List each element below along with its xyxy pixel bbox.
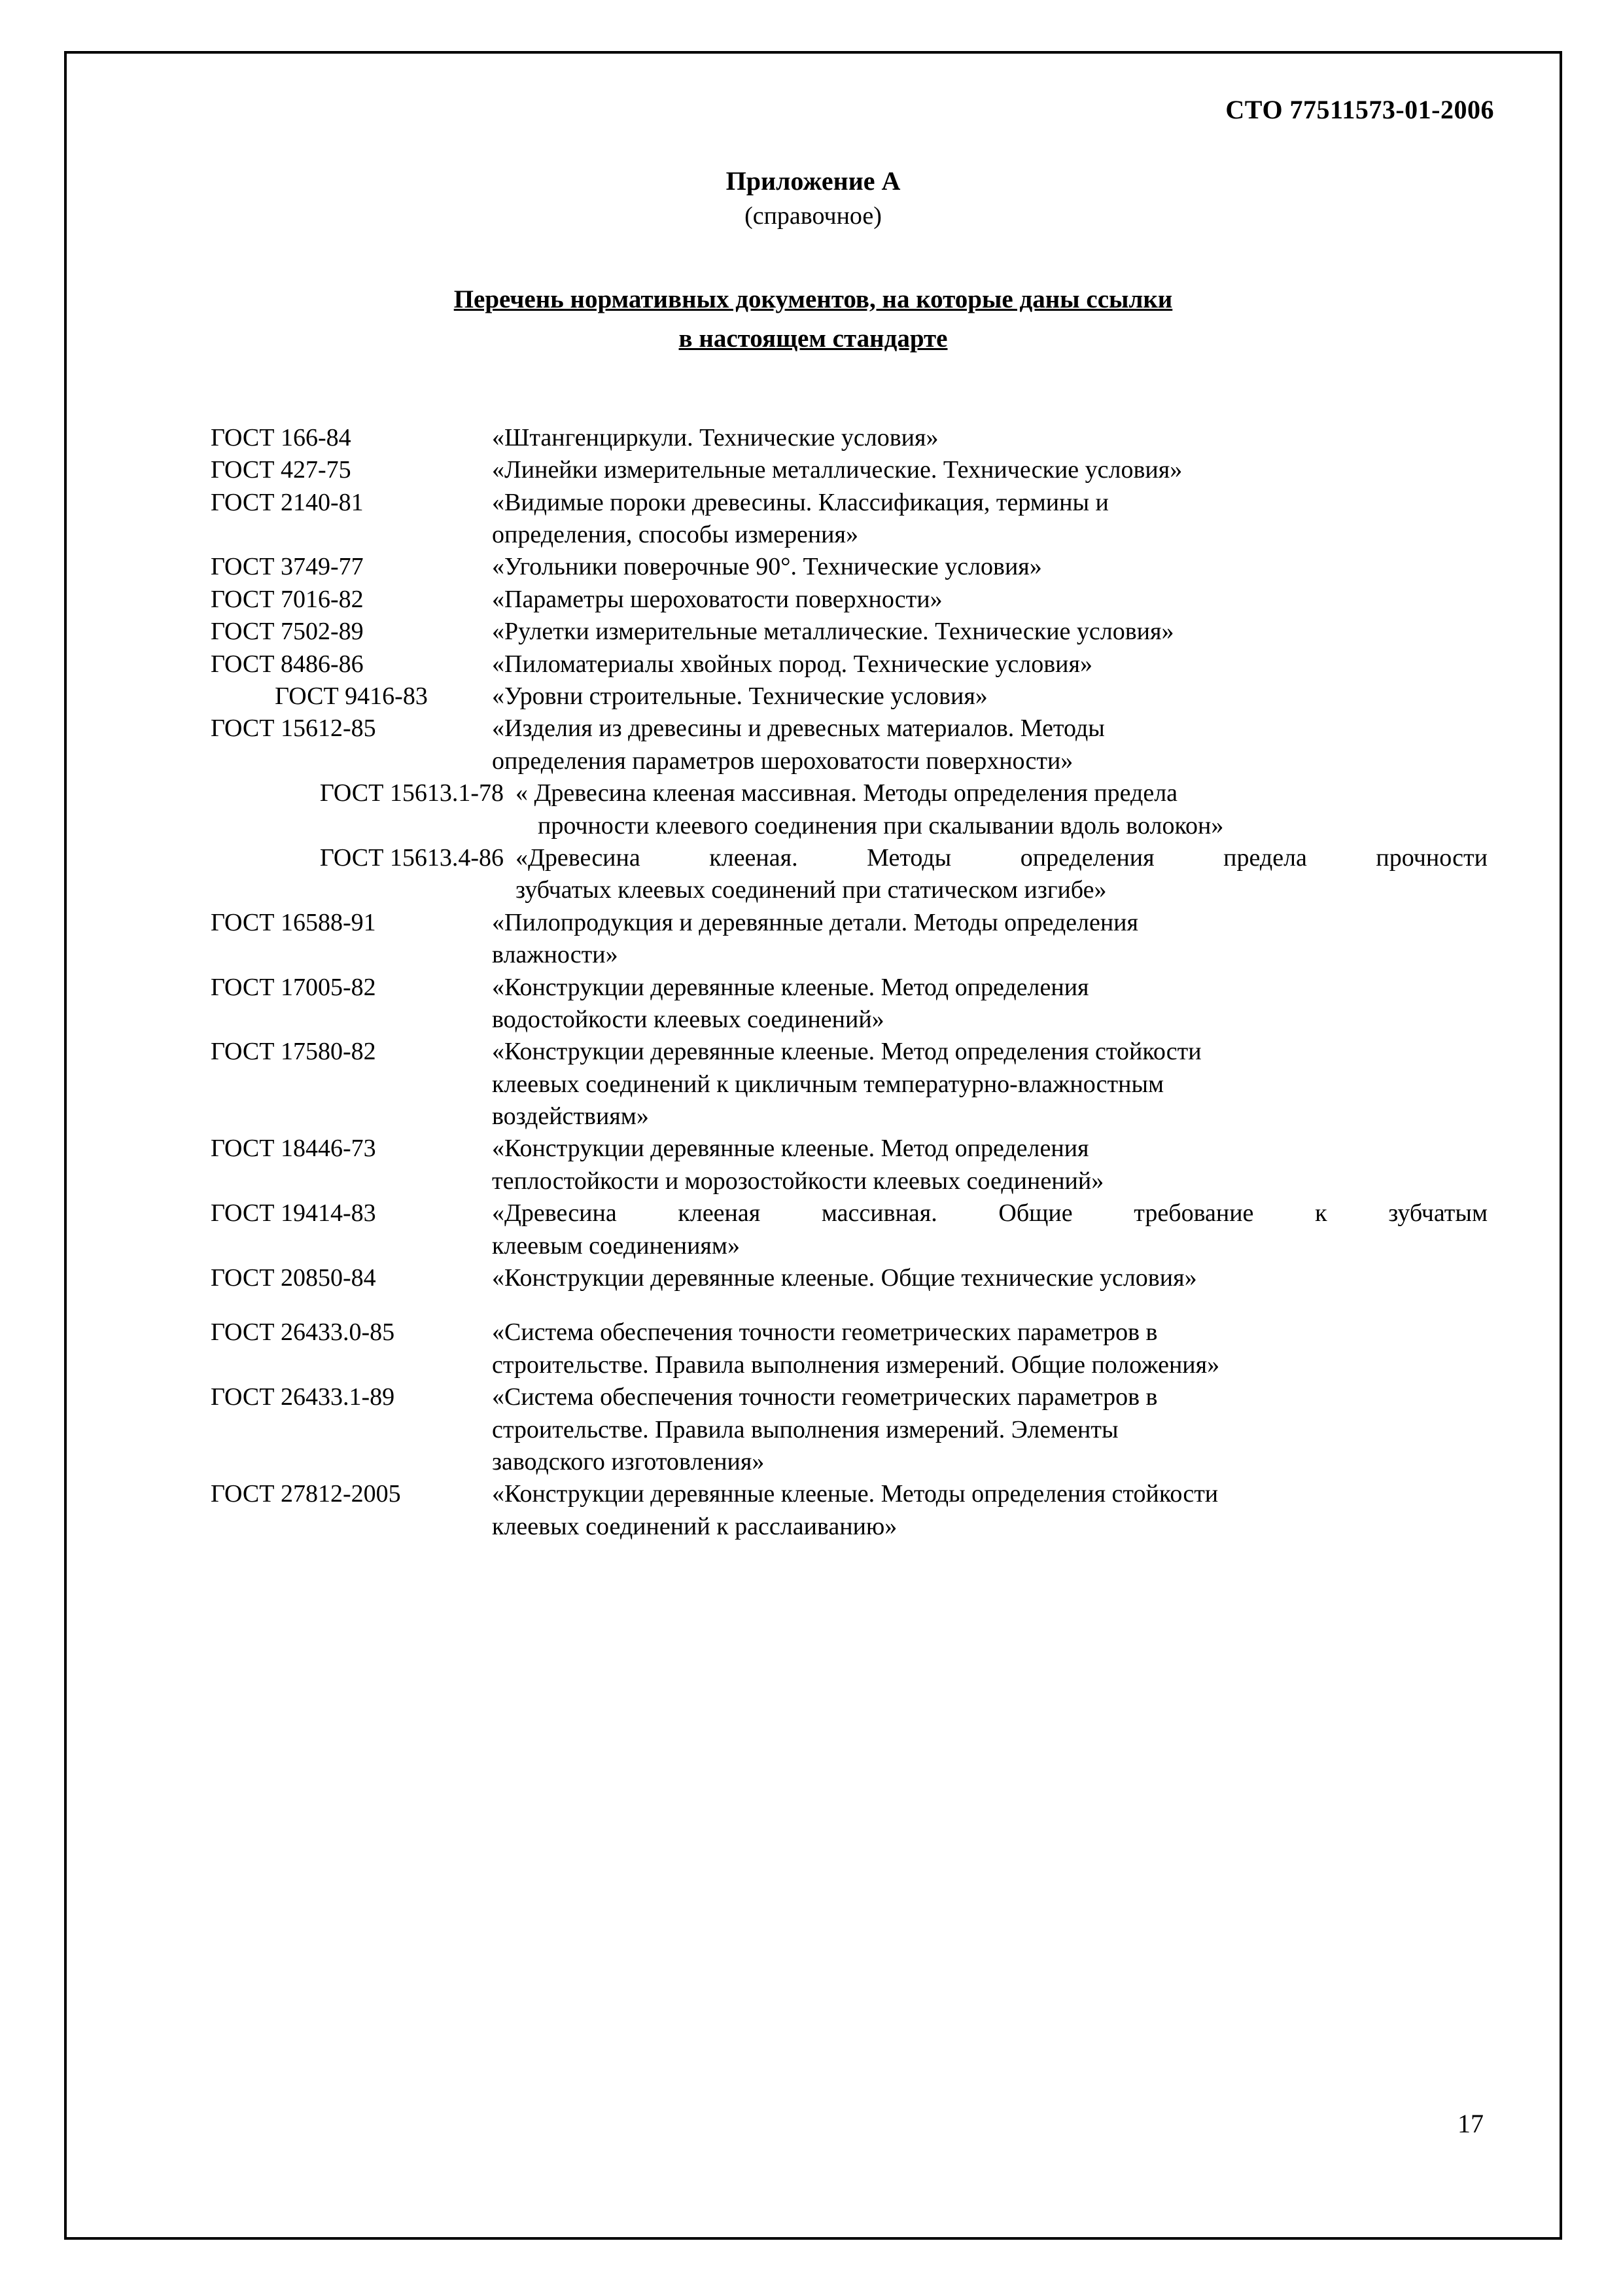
list-item xyxy=(211,842,1488,907)
list-item xyxy=(211,1133,1488,1197)
list-item xyxy=(211,648,1488,680)
document-code: ГОСТ 2140-81 xyxy=(211,488,364,516)
document-title: «Конструкции деревянные клееные. Метод определения водостойкости клеевых соединений» xyxy=(492,973,1089,1033)
page-content xyxy=(67,54,1560,2237)
document-title: «Линейки измерительные металлические. Технические условия» xyxy=(492,456,1183,484)
list-item xyxy=(211,713,1488,777)
document-title: « Древесина клееная массивная. Методы определения предела прочности клеевого соединения при скалывании вдоль волокон» xyxy=(515,779,1224,839)
document-code: ГОСТ 166-84 xyxy=(211,423,351,451)
document-code: ГОСТ 9416-83 xyxy=(275,682,428,710)
document-code: ГОСТ 26433.0-85 xyxy=(211,1318,395,1347)
list-item xyxy=(211,1316,1488,1381)
list-item xyxy=(211,972,1488,1036)
document-title: «Конструкции деревянные клееные. Общие технические условия» xyxy=(492,1264,1197,1292)
reference-documents-list xyxy=(126,422,1501,1543)
document-title: «Уровни строительные. Технические условия» xyxy=(492,682,988,710)
appendix-title: Приложение А xyxy=(725,166,901,196)
document-code: ГОСТ 15613.1-78 xyxy=(319,779,504,807)
document-code: ГОСТ 427-75 xyxy=(211,456,351,484)
list-item xyxy=(211,487,1488,552)
document-title: «Древесина клееная. Методы определения предела прочности зубчатых клеевых соединений при статическом изгибе» xyxy=(515,843,1488,904)
list-item xyxy=(211,454,1488,486)
list-item xyxy=(211,907,1488,972)
list-item xyxy=(211,422,1488,454)
list-item xyxy=(211,1036,1488,1133)
document-code: ГОСТ 19414-83 xyxy=(211,1199,376,1227)
document-code: ГОСТ 7016-82 xyxy=(211,585,364,613)
document-title: «Древесина клееная массивная. Общие требование к зубчатым клеевым соединениям» xyxy=(492,1199,1488,1260)
document-title: «Конструкции деревянные клееные. Метод определения теплостойкости и морозостойкости клеевых соединений» xyxy=(492,1135,1104,1195)
document-code: ГОСТ 17580-82 xyxy=(211,1038,376,1066)
list-item xyxy=(211,680,1488,713)
document-title: «Угольники поверочные 90°. Технические условия» xyxy=(492,553,1042,581)
page-title-line-2: в настоящем стандарте xyxy=(678,325,948,353)
document-code: ГОСТ 7502-89 xyxy=(211,618,364,646)
list-item xyxy=(211,1381,1488,1478)
document-code: ГОСТ 8486-86 xyxy=(211,650,364,678)
list-item xyxy=(211,551,1488,583)
page-title-line-1: Перечень нормативных документов, на которые даны ссылки xyxy=(453,285,1173,313)
list-item xyxy=(211,777,1488,842)
list-separator xyxy=(211,1294,1488,1316)
list-item xyxy=(211,1262,1488,1294)
document-code: ГОСТ 15612-85 xyxy=(211,715,376,743)
document-title: «Рулетки измерительные металлические. Технические условия» xyxy=(492,618,1174,646)
document-title: «Конструкции деревянные клееные. Метод определения стойкости клеевых соединений к цикличным температурно-влажностным воздействиям» xyxy=(492,1038,1202,1131)
document-code: ГОСТ 15613.4-86 xyxy=(319,843,504,872)
document-code: ГОСТ 20850-84 xyxy=(211,1264,376,1292)
document-title: «Система обеспечения точности геометрических параметров в строительстве. Правила выполнения измерений. Элементы заводского изготовления» xyxy=(492,1383,1158,1475)
appendix-subtitle: (справочное) xyxy=(744,202,882,230)
list-item xyxy=(211,584,1488,616)
document-code: ГОСТ 3749-77 xyxy=(211,553,364,581)
document-title: «Штангенциркули. Технические условия» xyxy=(492,423,939,451)
document-title: «Пиломатериалы хвойных пород. Технические условия» xyxy=(492,650,1092,678)
page-border-frame xyxy=(64,51,1562,2240)
document-title: «Изделия из древесины и древесных материалов. Методы определения параметров шероховатости поверхности» xyxy=(492,715,1105,775)
document-code: ГОСТ 18446-73 xyxy=(211,1135,376,1163)
document-title: «Параметры шероховатости поверхности» xyxy=(492,585,943,613)
list-item xyxy=(211,1478,1488,1543)
document-title: «Система обеспечения точности геометрических параметров в строительстве. Правила выполнения измерений. Общие положения» xyxy=(492,1318,1220,1379)
standard-code-header: СТО 77511573-01-2006 xyxy=(1225,95,1494,124)
document-code: ГОСТ 27812-2005 xyxy=(211,1480,401,1508)
document-title: «Конструкции деревянные клееные. Методы определения стойкости клеевых соединений к расслаиванию» xyxy=(492,1480,1219,1540)
list-item xyxy=(211,616,1488,648)
document-code: ГОСТ 17005-82 xyxy=(211,973,376,1001)
list-item xyxy=(211,1197,1488,1262)
document-code: ГОСТ 26433.1-89 xyxy=(211,1383,395,1411)
page-number: 17 xyxy=(1457,2109,1484,2138)
document-code: ГОСТ 16588-91 xyxy=(211,908,376,936)
document-title: «Пилопродукция и деревянные детали. Методы определения влажности» xyxy=(492,908,1138,969)
document-title: «Видимые пороки древесины. Классификация, термины и определения, способы измерения» xyxy=(492,488,1109,549)
page-title xyxy=(126,280,1501,359)
